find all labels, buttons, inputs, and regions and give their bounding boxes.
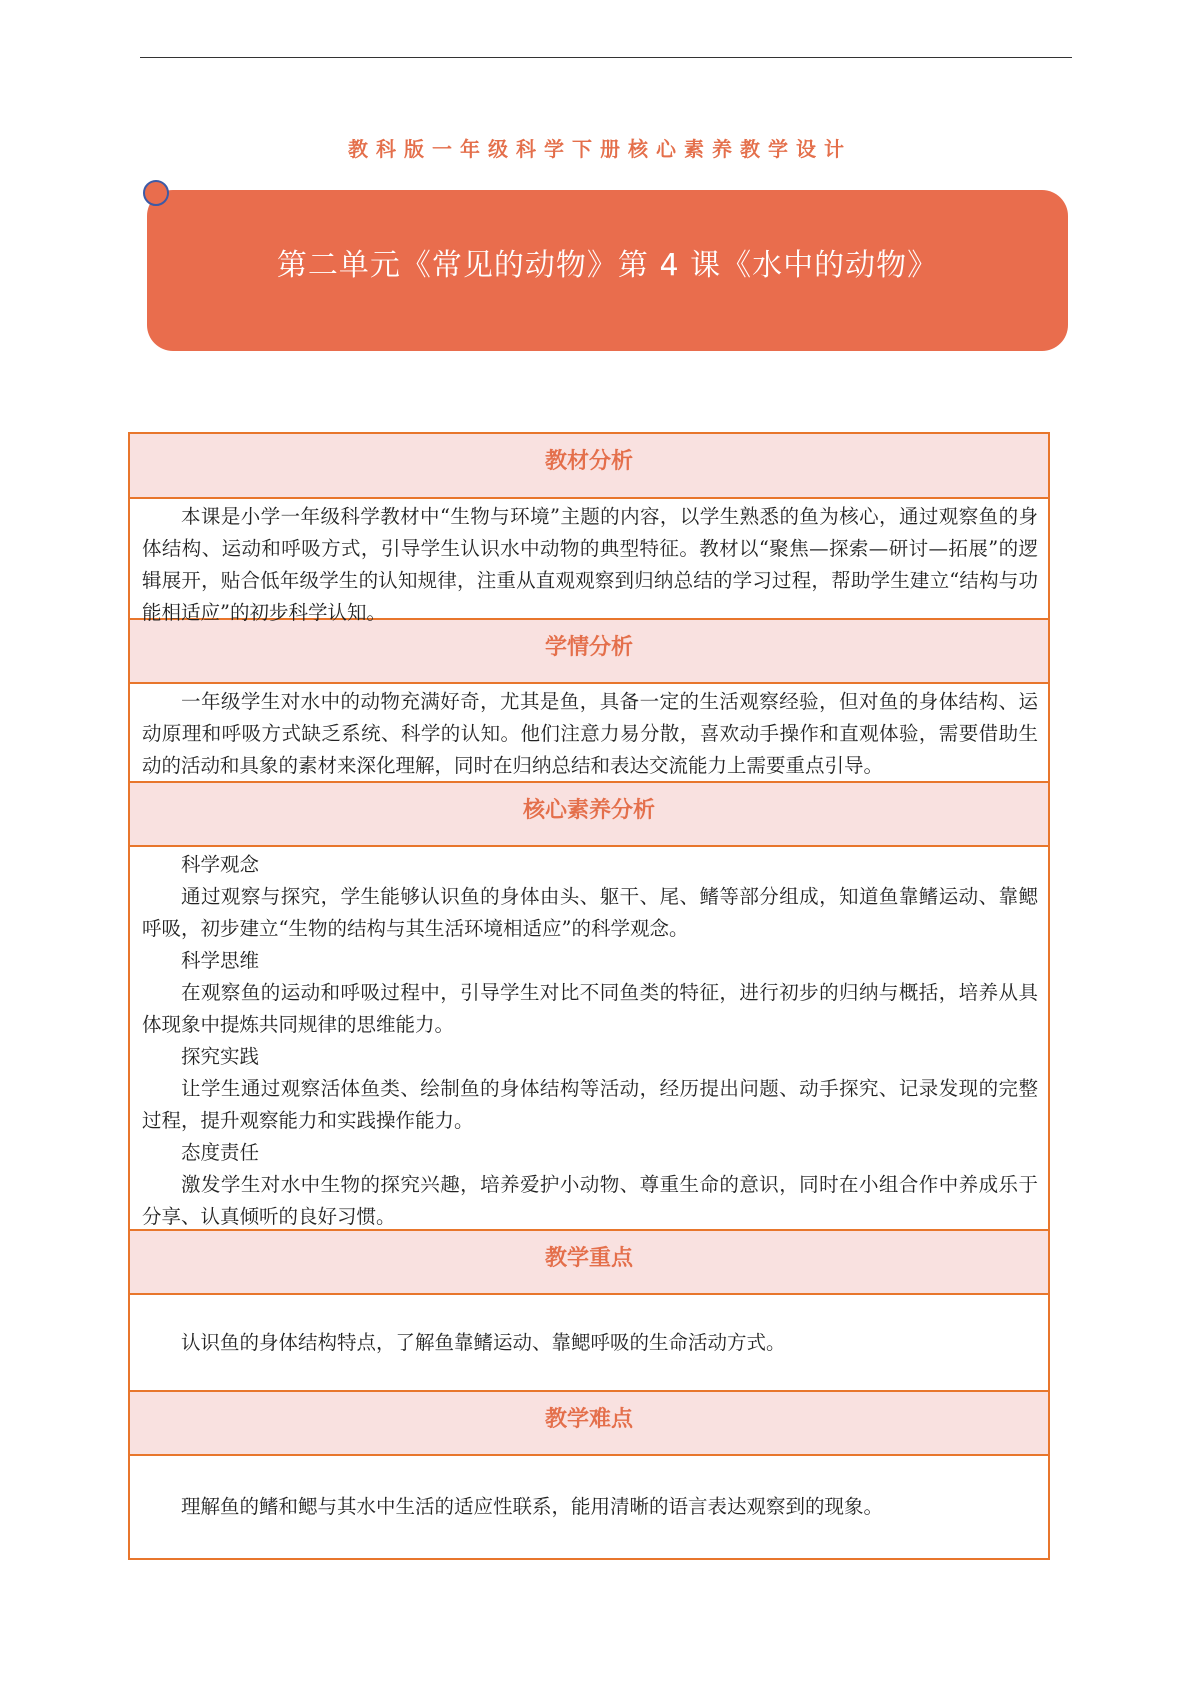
subheading-scientific-concept: 科学观念 [181, 853, 260, 876]
paragraph: 通过观察与探究，学生能够认识鱼的身体由头、躯干、尾、鳍等部分组成，知道鱼靠鳍运动、靠鳃呼吸，初步建立“生物的结构与其生活环境相适应”的科学观念。 [142, 885, 1038, 940]
paragraph: 本课是小学一年级科学教材中“生物与环境”主题的内容，以学生熟悉的鱼为核心，通过观察鱼的身体结构、运动和呼吸方式，引导学生认识水中动物的典型特征。教材以“聚焦—探索—研讨—拓展”的逻辑展开，贴合低年级学生的认知规律，注重从直观观察到归纳总结的学习过程，帮助学生建立“结构与功能相适应”的初步科学认知。 [142, 505, 1038, 624]
section-body-student-analysis [130, 684, 1048, 783]
section-body-textbook-analysis [130, 499, 1048, 624]
paragraph: 在观察鱼的运动和呼吸过程中，引导学生对比不同鱼类的特征，进行初步的归纳与概括，培养从具体现象中提炼共同规律的思维能力。 [142, 981, 1038, 1036]
lesson-title: 第二单元《常见的动物》第 4 课《水中的动物》 [276, 248, 939, 283]
section-header-textbook-analysis: 教材分析 [130, 434, 1048, 499]
subheading-inquiry-practice: 探究实践 [181, 1045, 260, 1068]
paragraph: 让学生通过观察活体鱼类、绘制鱼的身体结构等活动，经历提出问题、动手探究、记录发现的完整过程，提升观察能力和实践操作能力。 [142, 1077, 1038, 1132]
top-rule [140, 57, 1072, 58]
section-header-core-literacy: 核心素养分析 [130, 783, 1048, 847]
section-header-teaching-focus: 教学重点 [130, 1231, 1048, 1295]
subheading-scientific-thinking: 科学思维 [181, 949, 260, 972]
document-subtitle: 教科版一年级科学下册核心素养教学设计 [348, 137, 852, 161]
paragraph: 一年级学生对水中的动物充满好奇，尤其是鱼，具备一定的生活观察经验，但对鱼的身体结构、运动原理和呼吸方式缺乏系统、科学的认知。他们注意力易分散，喜欢动手操作和直观体验，需要借助生动的活动和具象的素材来深化理解，同时在归纳总结和表达交流能力上需要重点引导。 [142, 690, 1038, 777]
lesson-design-table [128, 432, 1050, 1560]
paragraph: 理解鱼的鳍和鳃与其水中生活的适应性联系，能用清晰的语言表达观察到的现象。 [181, 1495, 884, 1518]
paragraph: 认识鱼的身体结构特点，了解鱼靠鳍运动、靠鳃呼吸的生命活动方式。 [181, 1330, 786, 1354]
paragraph: 激发学生对水中生物的探究兴趣，培养爱护小动物、尊重生命的意识，同时在小组合作中养成乐于分享、认真倾听的良好习惯。 [142, 1173, 1038, 1228]
section-header-student-analysis: 学情分析 [130, 620, 1048, 684]
section-body-teaching-focus [130, 1295, 1048, 1392]
section-header-teaching-difficulty: 教学难点 [130, 1392, 1048, 1456]
lesson-banner [147, 190, 1068, 351]
section-body-core-literacy [130, 847, 1048, 1231]
section-body-teaching-difficulty [130, 1456, 1048, 1558]
subheading-attitude-responsibility: 态度责任 [181, 1141, 260, 1164]
banner-dot-decoration [143, 180, 169, 206]
